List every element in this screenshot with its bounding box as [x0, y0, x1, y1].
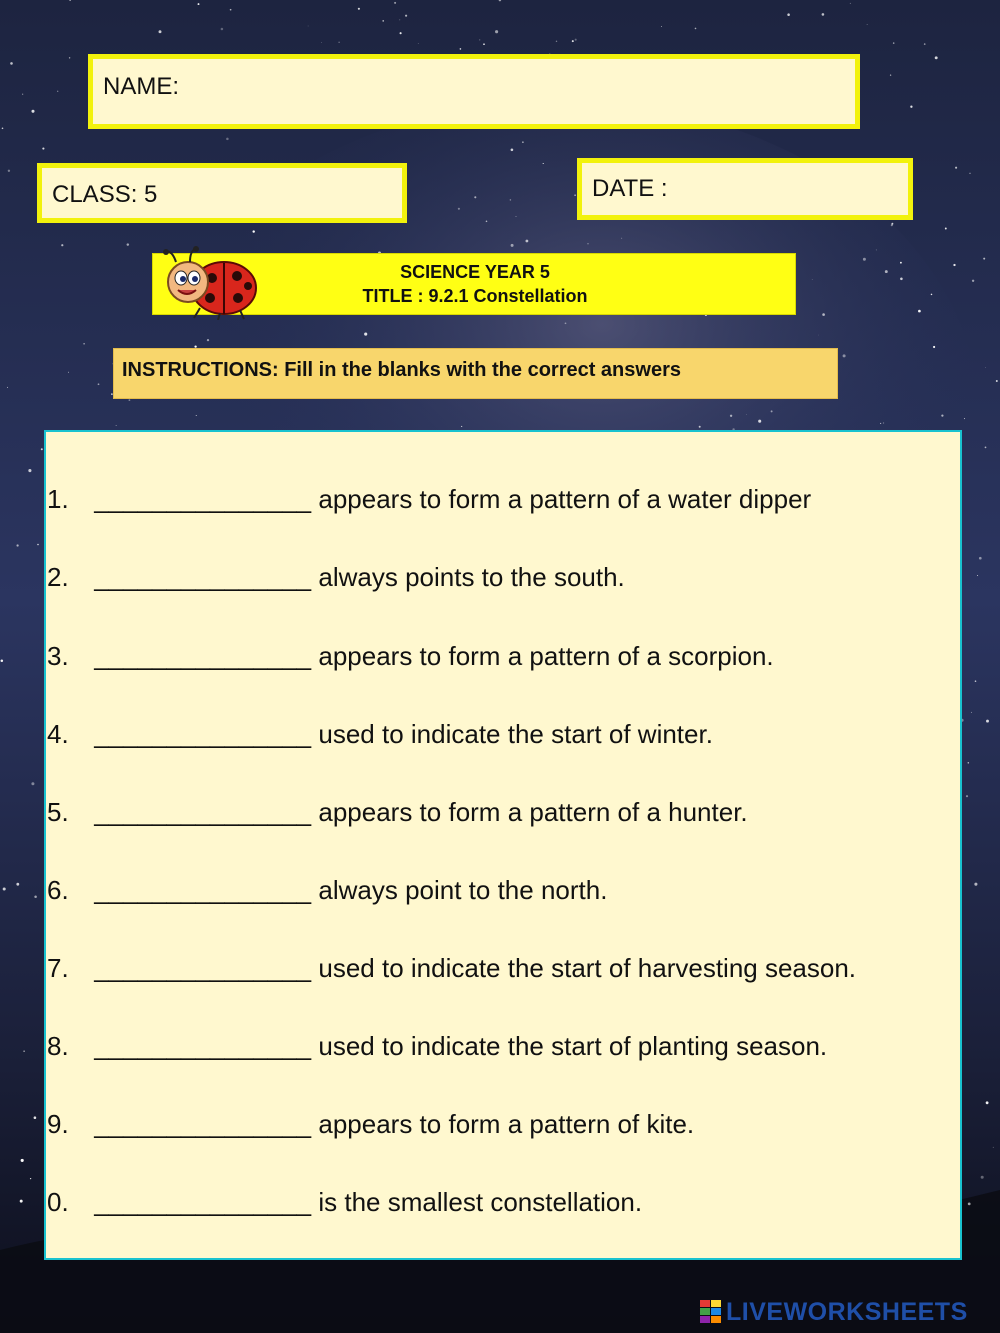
question-item — [47, 719, 713, 750]
question-text: always point to the north. — [318, 875, 608, 905]
star — [253, 230, 255, 232]
star — [981, 1176, 984, 1179]
star — [358, 8, 360, 10]
watermark-text: LIVEWORKSHEETS — [726, 1298, 968, 1326]
star — [338, 42, 339, 43]
star — [98, 383, 100, 385]
star — [964, 418, 965, 419]
star — [1, 659, 4, 662]
star — [730, 415, 732, 417]
star — [486, 221, 488, 223]
question-item — [47, 797, 748, 828]
star — [3, 887, 6, 890]
liveworksheets-watermark — [700, 1296, 996, 1328]
question-text: appears to form a pattern of a water dipper — [318, 484, 812, 514]
star — [979, 557, 982, 560]
question-number: 6. — [47, 875, 69, 905]
star — [474, 196, 476, 198]
star — [511, 148, 514, 151]
star — [483, 43, 485, 45]
star — [22, 94, 23, 95]
answer-blank[interactable]: _______________ — [94, 562, 312, 592]
star — [526, 240, 529, 243]
star — [863, 258, 866, 261]
star — [21, 1159, 24, 1162]
question-item — [47, 1031, 827, 1062]
star — [985, 447, 987, 449]
star — [572, 40, 574, 42]
star — [910, 106, 912, 108]
star — [34, 1116, 37, 1119]
questions-panel — [44, 430, 962, 1260]
answer-blank[interactable]: _______________ — [94, 1109, 312, 1139]
star — [972, 280, 974, 282]
star — [308, 26, 309, 27]
star — [37, 544, 39, 546]
star — [364, 333, 367, 336]
star — [207, 339, 209, 341]
answer-blank[interactable]: _______________ — [94, 1187, 312, 1217]
star — [661, 26, 662, 27]
star — [31, 110, 34, 113]
star — [893, 42, 894, 43]
star — [400, 32, 402, 34]
star — [968, 1203, 971, 1206]
star — [953, 264, 955, 266]
star — [822, 13, 825, 16]
instructions-text: INSTRUCTIONS: Fill in the blanks with the correct answers — [122, 359, 681, 381]
star — [758, 420, 761, 423]
star — [57, 91, 58, 92]
star — [900, 262, 902, 264]
star — [394, 2, 396, 4]
star — [968, 762, 970, 764]
question-text: appears to form a pattern of a scorpion. — [318, 641, 774, 671]
question-item — [47, 641, 774, 672]
star — [479, 39, 480, 40]
question-number: 4. — [47, 719, 69, 749]
star — [34, 895, 37, 898]
answer-blank[interactable]: _______________ — [94, 875, 312, 905]
star — [399, 20, 400, 21]
answer-blank[interactable]: _______________ — [94, 1031, 312, 1061]
star — [129, 399, 131, 401]
star — [822, 313, 825, 316]
question-item — [47, 875, 607, 906]
question-text: appears to form a pattern of kite. — [318, 1109, 695, 1139]
star — [230, 9, 232, 11]
star — [198, 3, 200, 5]
star — [83, 343, 85, 345]
star — [522, 141, 524, 143]
star — [771, 410, 773, 412]
star — [28, 469, 31, 472]
question-number: 7. — [47, 953, 69, 983]
star — [20, 1200, 23, 1203]
date-label: DATE : — [592, 175, 668, 202]
question-text: always points to the south. — [318, 562, 625, 592]
star — [510, 199, 512, 201]
star — [516, 216, 517, 217]
star — [746, 414, 747, 415]
star — [695, 28, 697, 30]
star — [127, 243, 129, 245]
star — [900, 278, 903, 281]
star — [986, 1101, 989, 1104]
question-number: 8. — [47, 1031, 69, 1061]
star — [933, 346, 935, 348]
ladybug-illustration — [160, 246, 260, 320]
question-text: used to indicate the start of winter. — [318, 719, 713, 749]
star — [931, 294, 933, 296]
star — [556, 41, 557, 42]
star — [116, 425, 117, 426]
star — [843, 354, 846, 357]
star — [787, 13, 790, 16]
star — [565, 322, 567, 324]
star — [891, 223, 893, 225]
class-label: CLASS: 5 — [52, 181, 158, 208]
star — [159, 30, 162, 33]
star — [945, 228, 947, 230]
star — [996, 380, 998, 382]
star — [405, 15, 407, 17]
question-number: 9. — [47, 1109, 69, 1139]
star — [883, 422, 884, 423]
star — [221, 28, 224, 31]
star — [16, 883, 19, 886]
star — [196, 415, 197, 416]
star — [460, 48, 462, 50]
star — [699, 426, 701, 428]
question-item — [47, 1187, 642, 1218]
star — [321, 42, 322, 43]
star — [918, 310, 921, 313]
star — [511, 244, 514, 247]
star — [575, 39, 577, 41]
star — [983, 258, 985, 260]
star — [993, 1147, 994, 1148]
star — [418, 43, 419, 44]
question-item — [47, 484, 811, 515]
question-number: 2. — [47, 562, 69, 592]
class-field[interactable] — [37, 163, 407, 223]
star — [10, 62, 13, 65]
question-item — [47, 562, 625, 593]
question-text: used to indicate the start of harvesting season. — [318, 953, 857, 983]
star — [621, 238, 622, 239]
answer-blank[interactable]: _______________ — [94, 953, 312, 983]
star — [985, 367, 986, 368]
name-label: NAME: — [103, 73, 180, 100]
star — [941, 414, 943, 416]
star — [68, 372, 69, 373]
star — [935, 56, 938, 59]
question-item — [47, 953, 856, 984]
answer-blank[interactable]: _______________ — [94, 719, 312, 749]
star — [30, 1178, 31, 1179]
instructions-bar — [113, 348, 838, 399]
star — [574, 194, 576, 196]
question-number: 0. — [47, 1187, 69, 1217]
question-number: 1. — [47, 484, 69, 514]
star — [495, 30, 498, 33]
star — [8, 170, 10, 172]
question-number: 5. — [47, 797, 69, 827]
star — [61, 244, 63, 246]
question-item — [47, 1109, 694, 1140]
answer-blank[interactable]: _______________ — [94, 484, 312, 514]
question-text: is the smallest constellation. — [318, 1187, 643, 1217]
question-number: 3. — [47, 641, 69, 671]
star — [880, 423, 881, 424]
star — [850, 3, 851, 4]
star — [31, 782, 34, 785]
star — [977, 575, 978, 576]
star — [69, 57, 70, 58]
question-text: used to indicate the start of planting season. — [318, 1031, 828, 1061]
star — [42, 148, 44, 150]
answer-blank[interactable]: _______________ — [94, 797, 312, 827]
answer-blank[interactable]: _______________ — [94, 641, 312, 671]
star — [885, 270, 888, 273]
star — [890, 74, 891, 75]
star — [975, 680, 977, 682]
subject-title: SCIENCE YEAR 5 — [400, 262, 550, 282]
star — [876, 249, 877, 250]
question-text: appears to form a pattern of a hunter. — [318, 797, 748, 827]
liveworksheets-logo-icon — [700, 1300, 722, 1324]
date-field[interactable] — [577, 158, 913, 220]
star — [543, 163, 544, 164]
star — [867, 24, 868, 25]
star — [458, 208, 460, 210]
name-field[interactable] — [88, 54, 860, 129]
star — [974, 883, 977, 886]
star — [966, 795, 968, 797]
star — [16, 544, 18, 546]
star — [971, 712, 972, 713]
star — [969, 173, 970, 174]
star — [812, 279, 813, 280]
topic-title: TITLE : 9.2.1 Constellation — [362, 286, 588, 306]
star — [2, 127, 4, 129]
star — [41, 448, 43, 450]
star — [226, 138, 229, 141]
star — [924, 43, 926, 45]
star — [587, 243, 588, 244]
star — [986, 720, 989, 723]
star — [382, 20, 384, 22]
star — [23, 1051, 24, 1052]
star — [818, 335, 819, 336]
star — [461, 426, 462, 427]
star — [955, 167, 957, 169]
star — [7, 387, 8, 388]
